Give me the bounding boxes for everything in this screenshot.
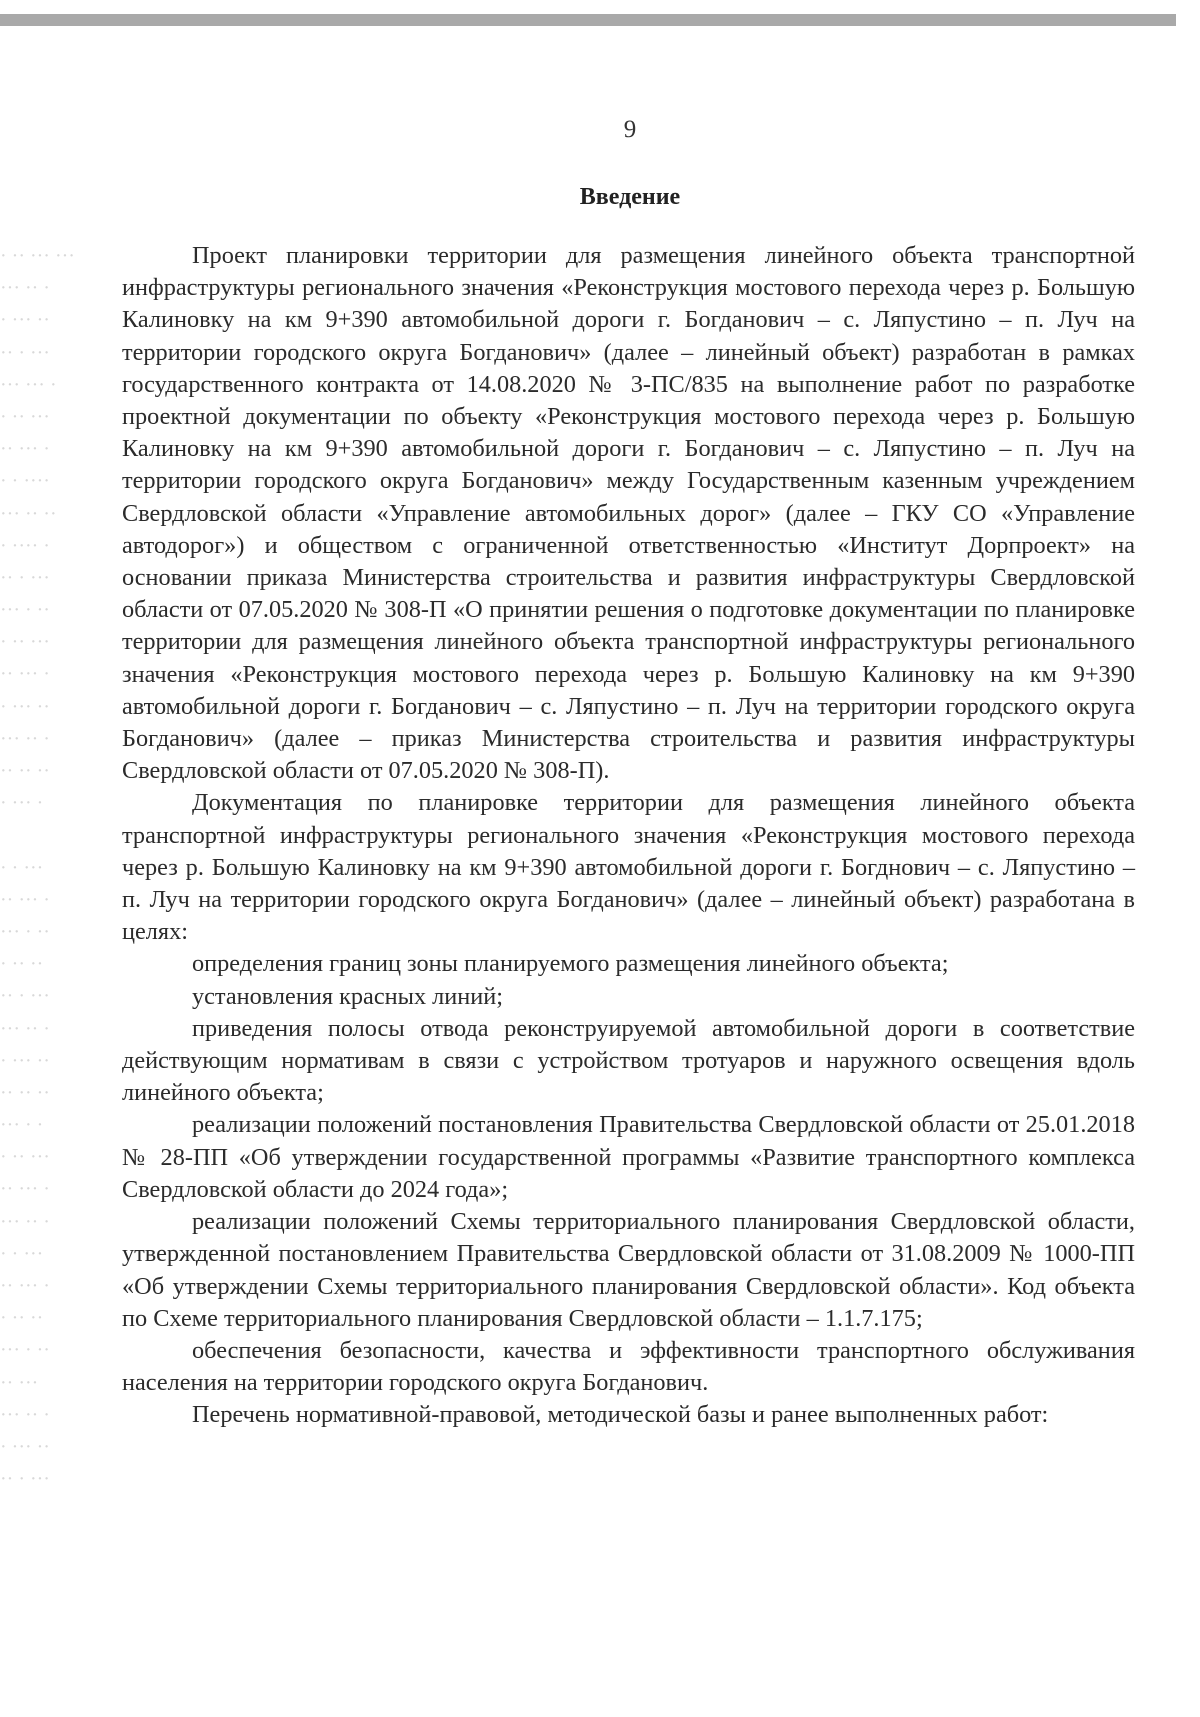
page-number: 9 bbox=[623, 116, 637, 143]
goals-list bbox=[122, 948, 1135, 1399]
section-heading: Введение bbox=[579, 184, 681, 210]
list-item: реализации положений постановления Правительства Свердловской области от 25.01.2018 № 28-ПП «Об утверждении государственной программы «Развитие транспортного комплекса Свердловской области до 2024 года»; bbox=[122, 1111, 1135, 1203]
bleed-through-margin: · ·· ··· ··· ··· ·· · · ··· ·· ·· · ··· ··· ··· · · ·· ··· ·· ··· · · · ···· ··· ·· ·· · ···· · ·· · ··· ··· · ·· · ·· ··· ·· ··· · · ··· ·· ··· ·· · ·· ·· ·· · ··· · · · ··· ·· ··· · ··· · ·· · ·· ·· ·· · ··· ··· ·· · · ··· ·· ·· ·· ·· ··· · · · ·· ··· ·· ··· · ··· ·· · · · ··· ·· ··· · · ·· ·· ··· · ·· ·· ··· ··· ·· · · ··· ·· ·· · ··· bbox=[0, 245, 75, 1491]
closing-paragraph: Перечень нормативной-правовой, методической базы и ранее выполненных работ: bbox=[192, 1401, 1049, 1429]
list-item: определения границ зоны планируемого размещения линейного объекта; bbox=[192, 950, 949, 978]
document-body bbox=[122, 240, 1135, 1432]
intro-paragraph: Проект планировки территории для размещения линейного объекта транспортной инфраструктуры регионального значения «Реконструкция мостового перехода через р. Большую Калиновку на км 9+390 автомобильной дороги г. Богданович – с. Ляпустино – п. Луч на территории городского округа Богданович» (далее – линейный объект) разработан в рамках государственного контракта от 14.08.2020 № 3-ПС/835 на выполнение работ по разработке проектной документации по объекту «Реконструкция мостового перехода через р. Большую Калиновку на км 9+390 автомобильной дороги г. Богданович – с. Ляпустино – п. Луч на территории городского округа Богданович» между Государственным казенным учреждением Свердловской области «Управление автомобильных дорог» (далее – ГКУ СО «Управление автодорог») и обществом с ограниченной ответственностью «Институт Дорпроект» на основании приказа Министерства строительства и развития инфраструктуры Свердловской области от 07.05.2020 № 308-П «О принятии решения о подготовке документации по планировке территории для размещения линейного объекта транспортной инфраструктуры регионального значения «Реконструкция мостового перехода через р. Большую Калиновку на км 9+390 автомобильной дороги г. Богданович – с. Ляпустино – п. Луч на территории городского округа Богданович» (далее – приказ Министерства строительства и развития инфраструктуры Свердловской области от 07.05.2020 № 308-П). bbox=[122, 242, 1135, 785]
scan-top-edge bbox=[0, 14, 1176, 26]
list-item: обеспечения безопасности, качества и эффективности транспортного обслуживания населения на территории городского округа Богданович. bbox=[122, 1336, 1135, 1397]
purpose-paragraph: Документация по планировке территории для размещения линейного объекта транспортной инфраструктуры регионального значения «Реконструкция мостового перехода через р. Большую Калиновку на км 9+390 автомобильной дороги г. Богднович – с. Ляпустино – п. Луч на территории городского округа Богданович» (далее – линейный объект) разработана в целях: bbox=[122, 789, 1135, 946]
list-item: установления красных линий; bbox=[192, 982, 504, 1010]
list-item: приведения полосы отвода реконструируемой автомобильной дороги в соответствие действующим нормативам в связи с устройством тротуаров и наружного освещения вдоль линейного объекта; bbox=[122, 1014, 1135, 1107]
list-item: реализации положений Схемы территориального планирования Свердловской области, утвержденной постановлением Правительства Свердловской области от 31.08.2009 № 1000-ПП «Об утверждении Схемы территориального планирования Свердловской области». Код объекта по Схеме территориального планирования Свердловской области – 1.1.7.175; bbox=[122, 1208, 1135, 1332]
